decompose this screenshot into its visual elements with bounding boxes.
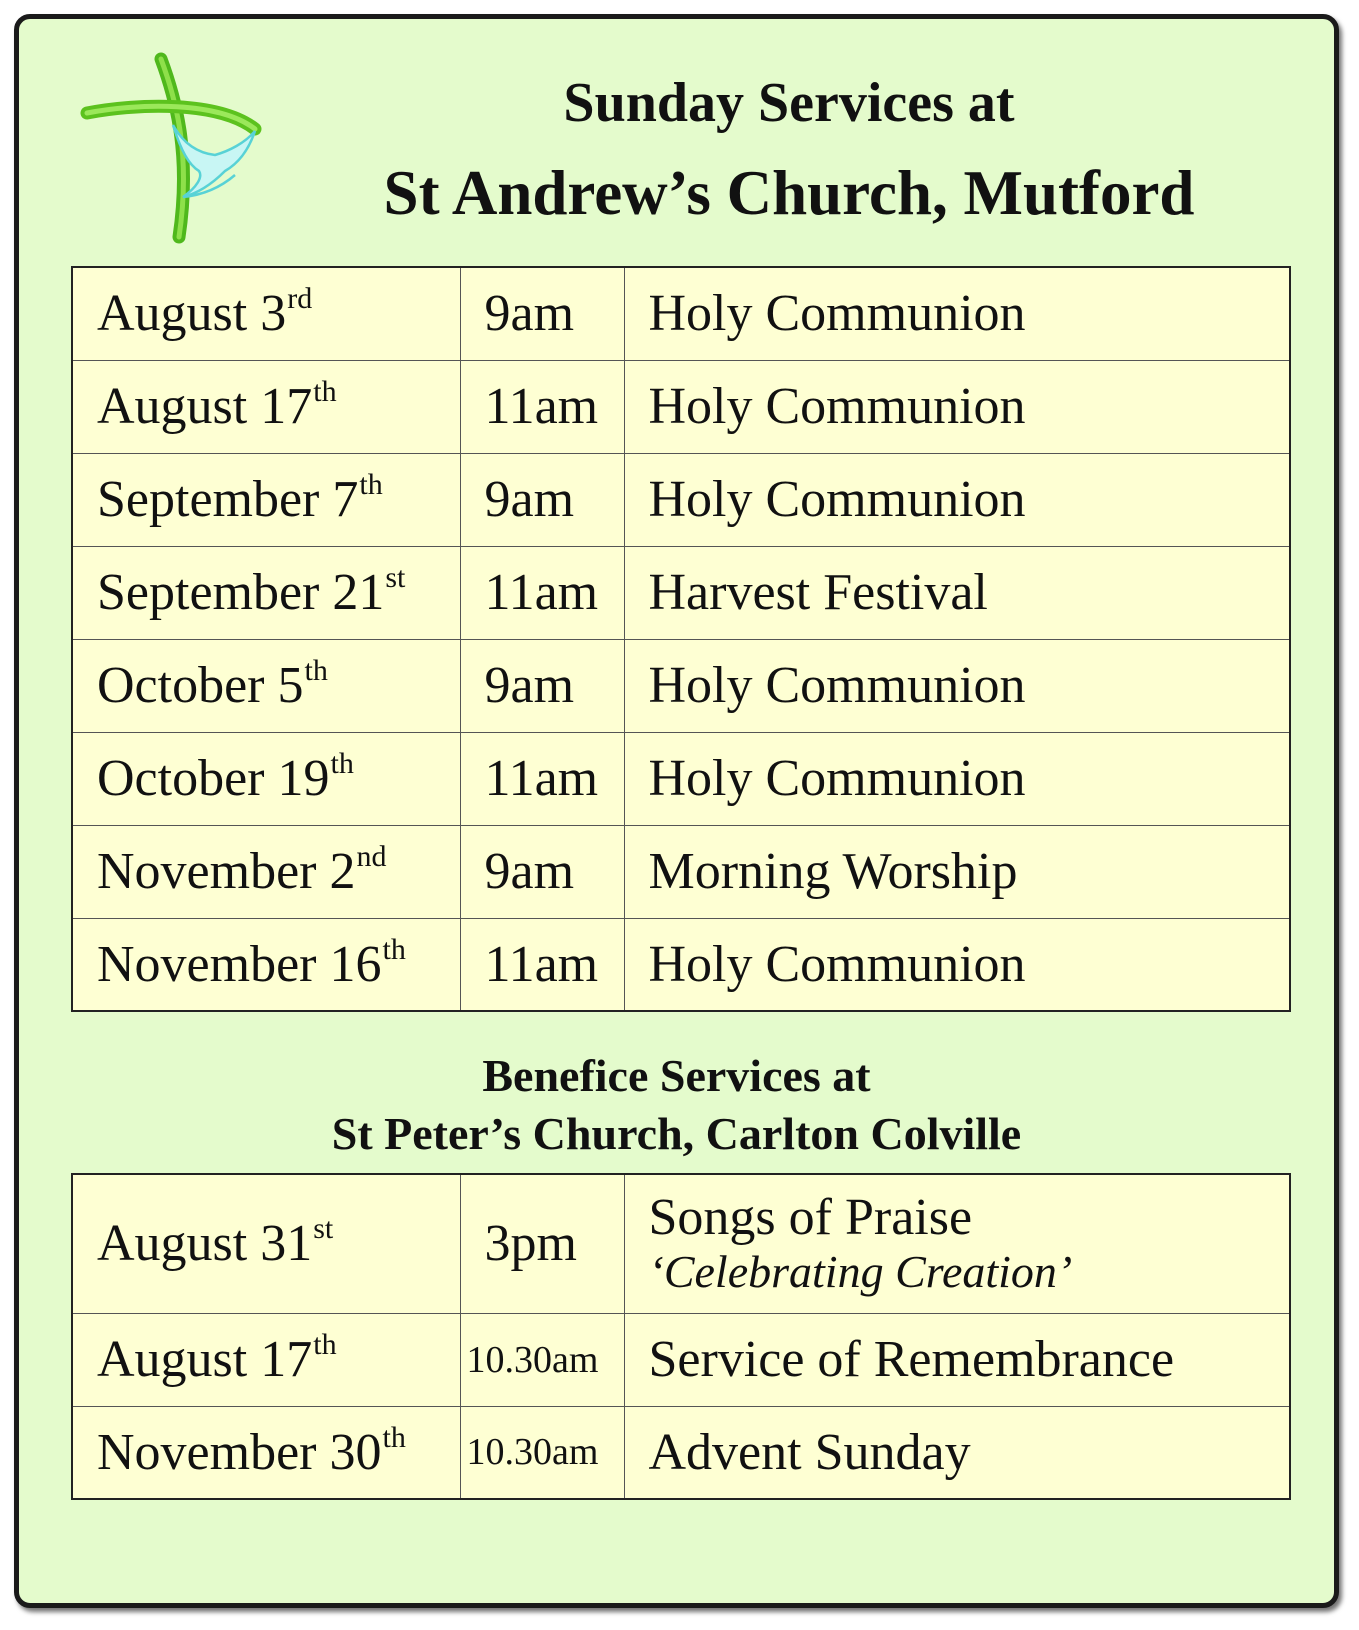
benefice-subtitle: St Peter’s Church, Carlton Colville xyxy=(331,1108,1022,1159)
service-name: Holy Communion xyxy=(624,639,1290,732)
table-row xyxy=(72,825,1290,918)
service-name: Holy Communion xyxy=(624,453,1290,546)
benefice-title: Benefice Services at xyxy=(482,1050,871,1101)
table-row xyxy=(72,453,1290,546)
service-date: September 7th xyxy=(72,453,460,546)
service-theme: ‘Celebrating Creation’ xyxy=(648,1245,1073,1297)
service-name: Holy Communion xyxy=(624,918,1290,1011)
page-subtitle: St Andrew’s Church, Mutford xyxy=(383,158,1195,228)
table-row xyxy=(72,1174,1290,1313)
service-time: 9am xyxy=(460,267,624,360)
service-name: Holy Communion xyxy=(624,732,1290,825)
cross-dove-icon xyxy=(79,47,279,247)
service-time: 11am xyxy=(460,732,624,825)
service-date: August 31st xyxy=(72,1174,460,1313)
service-time: 10.30am xyxy=(460,1313,624,1406)
notice-card xyxy=(14,14,1339,1608)
service-date: September 21st xyxy=(72,546,460,639)
service-name: Harvest Festival xyxy=(624,546,1290,639)
service-name xyxy=(624,1174,1290,1313)
service-time: 9am xyxy=(460,825,624,918)
service-name: Service of Remembrance xyxy=(624,1313,1290,1406)
table-row xyxy=(72,546,1290,639)
table-row xyxy=(72,732,1290,825)
service-time: 9am xyxy=(460,453,624,546)
table-row xyxy=(72,1313,1290,1406)
service-date: October 5th xyxy=(72,639,460,732)
service-date: August 3rd xyxy=(72,267,460,360)
service-time: 11am xyxy=(460,360,624,453)
table-row xyxy=(72,918,1290,1011)
service-name: Holy Communion xyxy=(624,267,1290,360)
service-title: Songs of Praise xyxy=(648,1188,973,1246)
service-date: August 17th xyxy=(72,360,460,453)
service-name: Advent Sunday xyxy=(624,1406,1290,1499)
service-time: 11am xyxy=(460,918,624,1011)
table-row xyxy=(72,639,1290,732)
service-time: 10.30am xyxy=(460,1406,624,1499)
service-date: November 2nd xyxy=(72,825,460,918)
page-title: Sunday Services at xyxy=(563,72,1015,134)
service-date: October 19th xyxy=(72,732,460,825)
service-time: 11am xyxy=(460,546,624,639)
service-name: Holy Communion xyxy=(624,360,1290,453)
table-row xyxy=(72,267,1290,360)
table-row xyxy=(72,1406,1290,1499)
service-time: 3pm xyxy=(460,1174,624,1313)
service-date: November 16th xyxy=(72,918,460,1011)
service-name: Morning Worship xyxy=(624,825,1290,918)
sunday-services-table xyxy=(71,266,1291,1012)
service-time: 9am xyxy=(460,639,624,732)
service-date: November 30th xyxy=(72,1406,460,1499)
service-date: August 17th xyxy=(72,1313,460,1406)
table-row xyxy=(72,360,1290,453)
benefice-services-table xyxy=(71,1173,1291,1500)
